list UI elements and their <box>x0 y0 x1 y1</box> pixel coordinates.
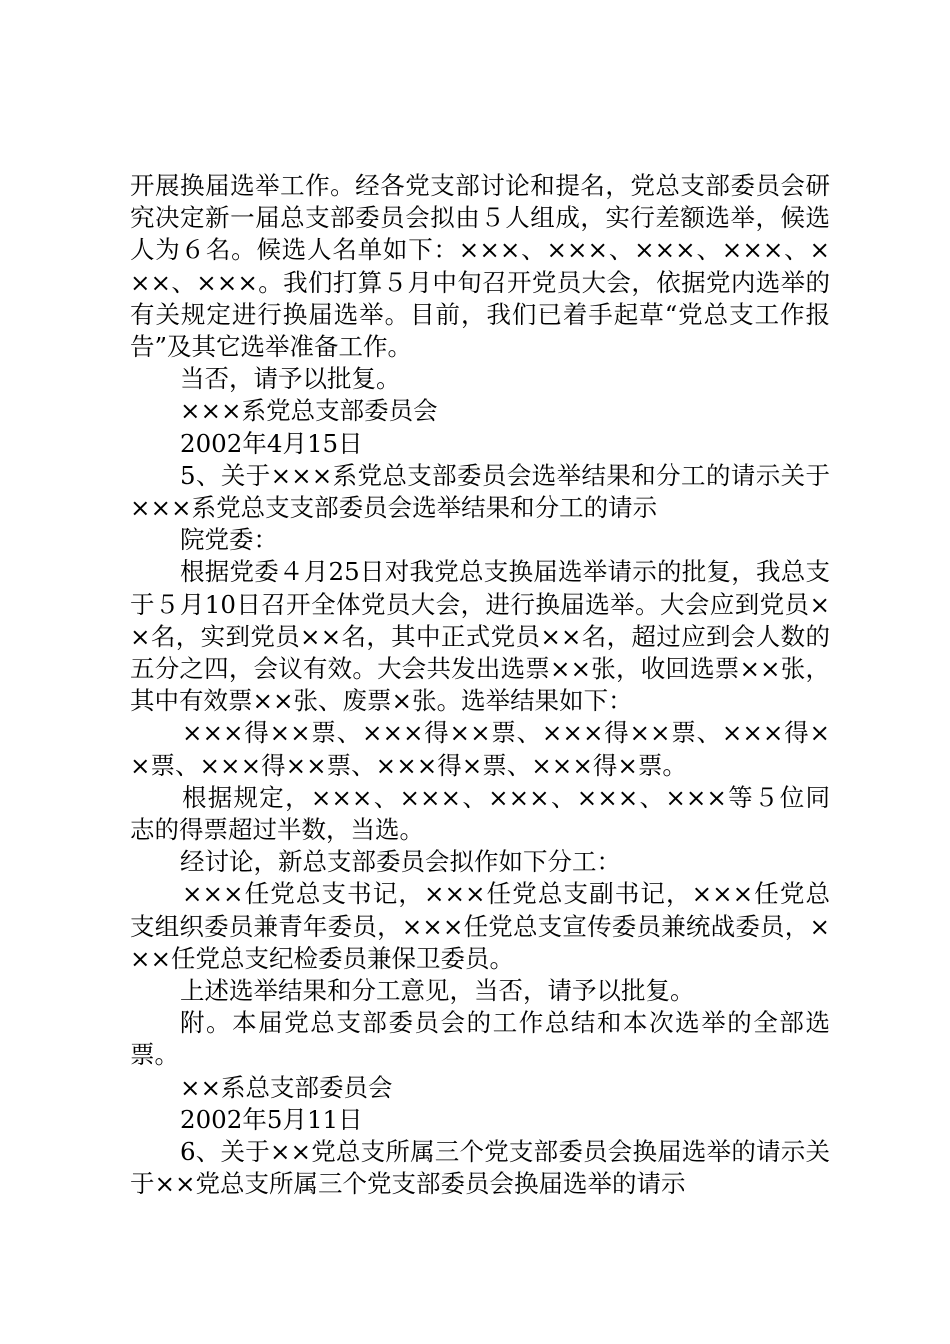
section-heading-5: 5、关于×××系党总支部委员会选举结果和分工的请示关于×××系党总支支部委员会选举结果和分工的请示 <box>130 460 830 523</box>
paragraph-approval-request-2: 上述选举结果和分工意见，当否，请予以批复。 <box>180 976 695 1006</box>
paragraph-division-of-labor: ×××任党总支书记，×××任党总支副书记，×××任党总支组织委员兼青年委员，×××任党总支宣传委员兼统战委员，×××任党总支纪检委员兼保卫委员。 <box>130 879 830 973</box>
paragraph-election-meeting: 根据党委４月25日对我党总支换届选举请示的批复，我总支于５月10日召开全体党员大会，进行换届选举。大会应到党员××名，实到党员××名，其中正式党员××名，超过应到会人数的五分之四，会议有效。大会共发出选票××张，收回选票××张，其中有效票××张、废票×张。选举结果如下： <box>130 557 830 716</box>
paragraph-signature-committee: ×××系党总支部委员会 <box>180 396 438 426</box>
paragraph-vote-results: ×××得××票、×××得××票、×××得××票、×××得××票、×××得××票、×××得×票、×××得×票。 <box>130 718 830 780</box>
paragraph-division-intro: 经讨论，新总支部委员会拟作如下分工： <box>180 847 621 877</box>
paragraph-elected: 根据规定，×××、×××、×××、×××、×××等５位同志的得票超过半数，当选。 <box>130 782 830 845</box>
paragraph-approval-request: 当否，请予以批复。 <box>180 364 401 394</box>
paragraph-election-plan: 开展换届选举工作。经各党支部讨论和提名，党总支部委员会研究决定新一届总支部委员会拟由５人组成，实行差额选举，候选人为６名。候选人名单如下：×××、×××、×××、×××、×××、×××。我们打算５月中旬召开党员大会，依据党内选举的有关规定进行换届选举。目前，我们已着手起草“党总支工作报告”及其它选举准备工作。 <box>130 171 830 362</box>
section-heading-6: 6、关于××党总支所属三个党支部委员会换届选举的请示关于××党总支所属三个党支部委员会换届选举的请示 <box>130 1137 830 1199</box>
paragraph-addressee: 院党委： <box>180 525 278 555</box>
paragraph-date-2: 2002年5月11日 <box>180 1104 363 1134</box>
paragraph-attachment: 附。本届党总支部委员会的工作总结和本次选举的全部选票。 <box>130 1008 830 1070</box>
document-body <box>130 170 830 1201</box>
paragraph-signature-committee-2: ××系总支部委员会 <box>180 1072 393 1102</box>
paragraph-date: 2002年4月15日 <box>180 428 363 458</box>
